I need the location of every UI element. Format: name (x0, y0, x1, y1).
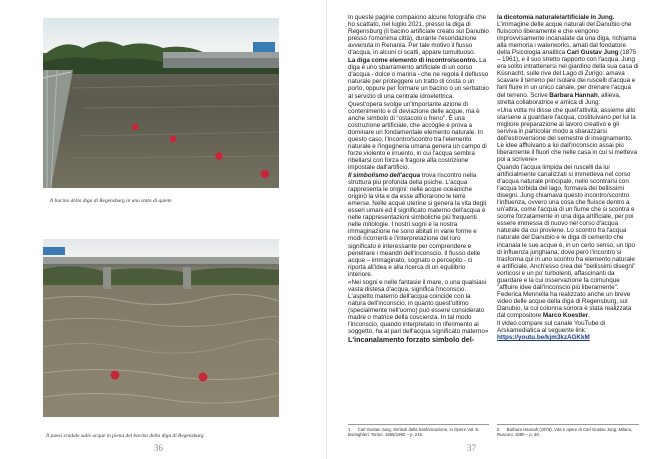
footnote-text: Carl Gustav Jung, Simboli della trasformazione, in Opere Vol. 5. Boringhieri: Torino. 1965/1992 – p. 215. (348, 426, 480, 437)
paragraph-text: La diga è uno sbarramento artificiale di un corso d'acqua - dolce o marina - che ne regola il deflusso naturale per proteggere un tratto di costa o un porto, oppure per formare un bacino o un serbatoio al servizio di una centrale idroelettrica. (348, 57, 489, 100)
footnote-2 (497, 424, 639, 437)
text-column-2 (497, 14, 639, 342)
person-name: Barbara Hannah (549, 91, 598, 99)
photo-bottom-caption: Il paesi sradale sulle acque in piena del bacino della diga di Regensburg (46, 433, 204, 439)
quote-paragraph: «Una volta mi disse che quell'attività, assieme allo starsene a guardare l'acqua, costituivano per lui la migliore preparazione al lavoro creativo e gli serviva in particolar modo a sbarazzarsi dell'estroversione del semestre di insegnamento. Le idee affluivano a lui dall'inconscio assai più liberamente il fluori che nelle casa in cui si metteva poi a scrivere» (497, 106, 637, 163)
photo-reservoir-calm (43, 18, 279, 188)
youtube-link[interactable]: https://youtu.be/kjm3kzAGKkM (497, 334, 590, 342)
photo-reservoir-flood (43, 239, 279, 417)
paragraph-text: Quando l'acqua limpida dei ruscelli da lui artificialmente canalizzati si immetteva nel corso d'acqua naturale principale, nello scontrarsi con l'acqua torbida del lago, formava dei bellissimi disegni. Jung chiamava questo incontro/scontro l'influenza, ovvero una cosa che fluisce dentro a un'altra, come l'acqua di un fiume che si scontra e scorre forzatamente in una diga artificiale, per poi essere immessa di nuovo nel corso d'acqua naturale da cui proviene. Lo scontro fra l'acqua naturale del Danubio e le diga di cemento che incanala le sue acque è, in un certo senso, un tipo di influenza junghiana, dove però l'incontro si trasforma qui in uno scontro fra elemento naturale e artificiale. Anch'esso crea dei "bellissimi disegni" vorticosi e un po' turbolenti, affascinanti da guardare e la cui osservazione fa comunque "affluire idee dall'inconscio più liberamente". Federica Mennella ha realizzato anche un breve video delle acque della diga di Regensburg, sul Danubio, la cui colonna sonora è stata realizzata dal compositore (497, 163, 636, 319)
person-name: Carl Gustav Jung (566, 49, 619, 57)
quote-paragraph: «Nei sogni e nelle fantasie il mare, o una qualsiasi vasta distesa d'acqua, significa l'inconscio. L'aspetto materno dell'acqua coincide con la natura dell'inconscio, in quanto quest'ultimo (specialmente nell'uomo) può essere considerato madre o matrice della coscienza. In tal modo l'inconscio, quando interpretato in riferimento al soggetto, ha al pari dell'acqua significato materno» (348, 278, 489, 336)
section-heading: La diga come elemento di incontro/scontro. (348, 57, 478, 65)
footnote-number: 2 (497, 426, 500, 432)
section-heading: la dicotomia naturale/artificiale in Jung. (497, 14, 615, 21)
paragraph-text: L'immagine delle acque naturali del Danubio che fluiscono liberamente e che vengono improvvisamente incanalate da una diga, richiama alla memoria i waterworks, amati dal fondatore della Psicologia analitica (497, 21, 637, 57)
paragraph (348, 57, 489, 99)
page-number-left: 36 (154, 443, 163, 453)
text-column-1 (348, 14, 489, 344)
paragraph-text: , allieva, stretta collaboratrice e amica di Jung: (497, 91, 621, 106)
paragraph-text: (1875 – 1961), e il suo stretto rapporto con l'acqua. Jung era solito intrattenersi nel giardino della sua casa di Küsnacht, sulle rive del Lago di Zurigo: amava scavare il terreno per isolare dei ruscelli d'acqua e farli fluire in un unico canale, per drenare l'acqua del terreno. Scrive (497, 49, 639, 99)
paragraph: In queste pagine compaiono alcune fotografie che ho scattato, nel luglio 2021, presso la diga di Regensburg (il bacino artificiale creato sul Danubio presso l'omonima città), durante l'esondazione avvenuta in Renania. Per tale motivo il flusso d'acqua, in alcuni ci scatti, appare tumultuoso. (348, 14, 489, 57)
page-number-right: 37 (467, 443, 476, 453)
person-name: Marco Koestler (542, 311, 589, 319)
paragraph-text: trova riscontro nella struttura più profonda della psiche. L'acqua rappresenta le origini: nelle acque oceaniche originò la vita e da esse affiorarono le terre emerse. Nelle acque uterine si genera la vita degli esseri umani ed il significato materno dell'acqua è nelle rappresentazioni simboliche più frequenti nelle mitologie. I nostri sogni e la nostra immaginazione ne sono abitati in varie forme e modi ricorrenti e l'interpretazione del loro significato è interessante per comprendere e penetrare i meandri dell'inconscio. Il flusso delle acque – immaginato, sognato o percepito - ci riporta all'idea e alla ricerca di un equilibrio interiore. (348, 172, 487, 278)
footnote-text: Barbara Hannah (1976). Vita e opere di Carl Gustav Jung. Milano, Rusconi. 1980 – p. 40. (497, 426, 633, 437)
section-heading: L'incanalamento forzato simbolo del- (348, 335, 475, 345)
paragraph-text: Il video compare sul canale YouTube di Arskamediatica al seguente link: (497, 320, 606, 335)
photo-reservoir-flood-image (43, 239, 279, 417)
photo-reservoir-calm-image (43, 18, 279, 188)
section-heading: Il simbolismo dell'acqua (348, 172, 421, 180)
paragraph: Quando l'acqua limpida dei ruscelli da lui artificialmente canalizzati si immetteva nel corso d'acqua naturale principale, nello scontrarsi con l'acqua torbida del lago, formava dei bellissimi disegni. Jung chiamava questo incontro/scontro l'influenza, ovvero una cosa che fluisce dentro a un'altra, come l'acqua di un fiume che si scontra e scorre forzatamente in una diga artificiale, per poi essere immessa di nuovo nel corso d'acqua naturale da cui proviene. Lo scontro fra l'acqua naturale del Danubio e le diga di cemento che incanala le sue acque è, in un certo senso, un tipo di influenza junghiana, dove però l'incontro si trasforma qui in uno scontro fra elemento naturale e artificiale. Anch'esso crea dei "bellissimi disegni" vorticosi e un po' turbolenti, affascinanti da guardare e la cui osservazione fa comunque "affluire idee dall'inconscio più liberamente". Federica Mennella ha realizzato anche un breve video delle acque della diga di Regensburg, sul Danubio, la cui colonna sonora è stata realizzata dal compositore Marco Koestler. (497, 163, 636, 319)
paragraph (497, 320, 639, 341)
paragraph (497, 14, 639, 106)
footnote-number: 1 (348, 426, 351, 432)
photo-top-caption: Il bacino della diga di Regensburg in uno stato di quiete (50, 198, 172, 204)
paragraph: Quest'opera svolge un'importante azione di contenimento e di deviazione delle acque, ma è anche simbolo di "ostacolo o freno". È una costruzione artificiale, che accoglie e prova a dominare un fondamentale elemento naturale. In questo caso, l'incontro/scontro tra l'elemento naturale e l'ingegneria umana genera un campo di forze violento e irruento, in cui l'acqua sembra ribellarsi con forza e fragore alla costrizione impostale dall'artificio. (348, 100, 487, 171)
right-page (327, 0, 650, 459)
footnote-1 (348, 424, 489, 437)
paragraph (348, 172, 489, 278)
